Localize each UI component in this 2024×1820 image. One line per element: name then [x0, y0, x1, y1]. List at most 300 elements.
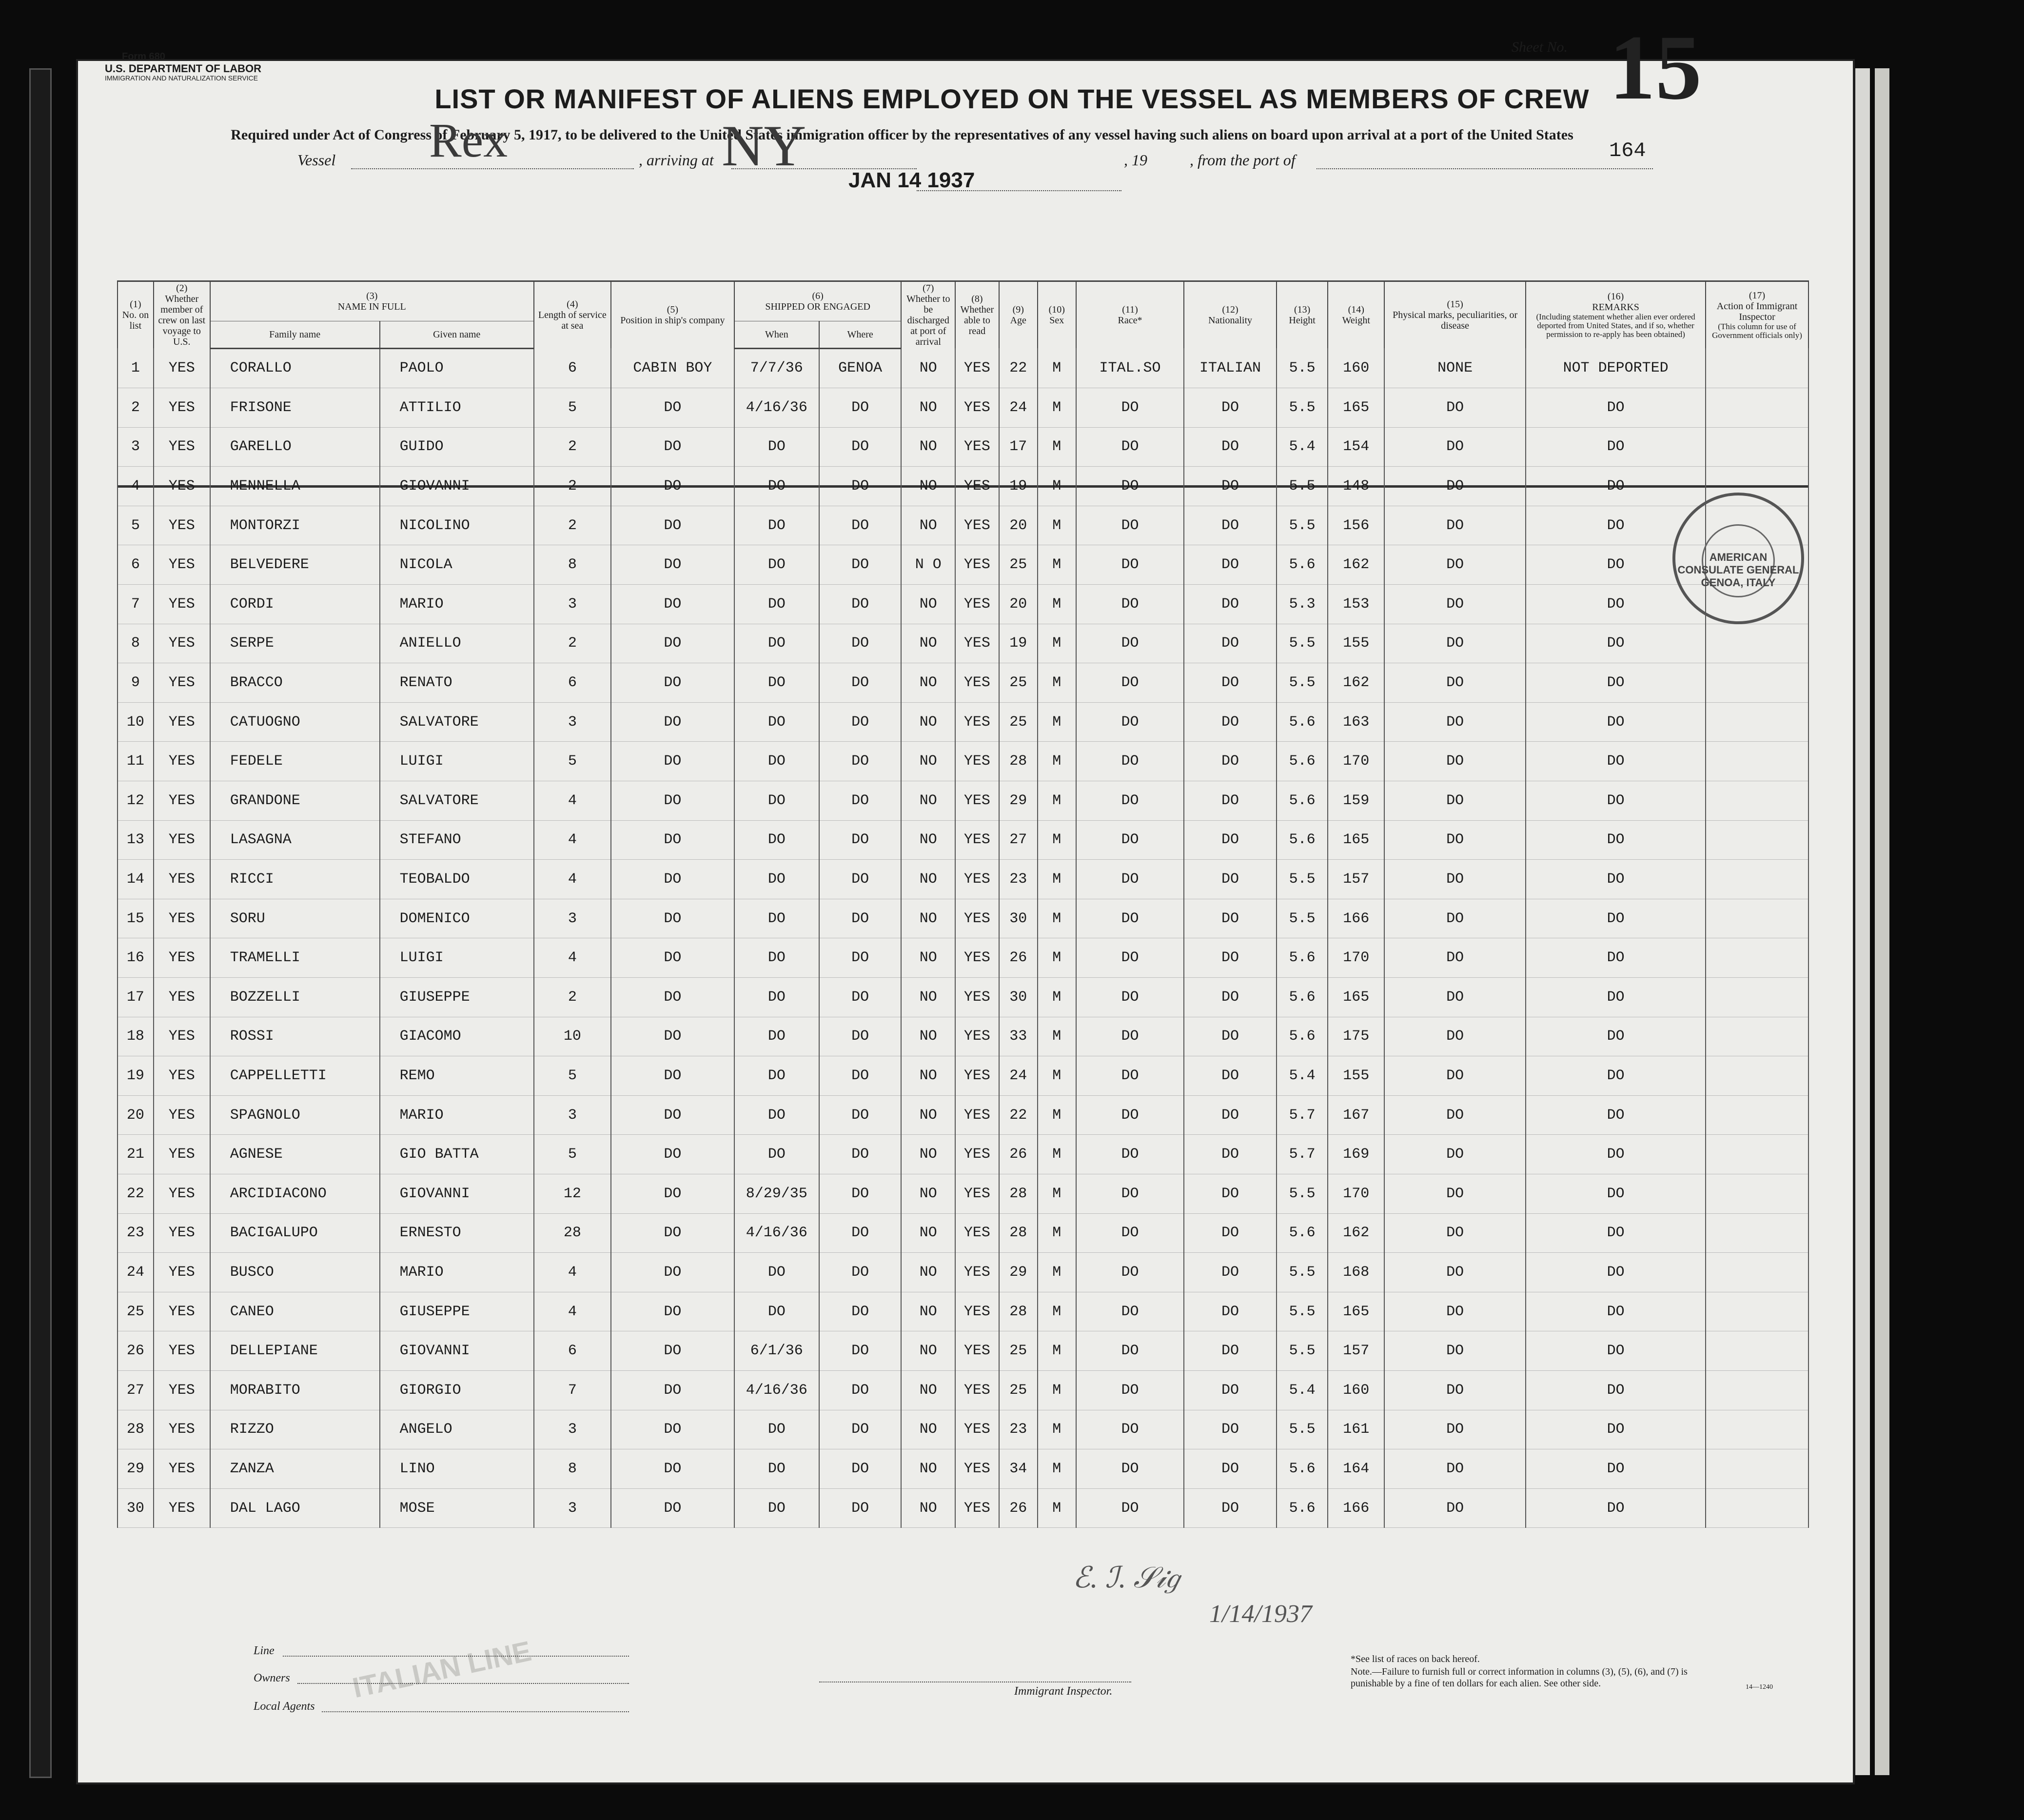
sex-cell: M — [1038, 978, 1076, 1017]
family-name-cell: SORU — [210, 899, 380, 938]
crew-last-voyage-cell: YES — [154, 781, 210, 821]
service-length-cell: 28 — [534, 1213, 611, 1253]
family-name-cell: LASAGNA — [210, 820, 380, 860]
col-header-family-name: Family name — [210, 321, 380, 348]
table-row — [118, 820, 1808, 860]
given-name-cell: GIORGIO — [380, 1370, 534, 1410]
service-length-cell: 4 — [534, 820, 611, 860]
service-length-cell: 3 — [534, 1410, 611, 1449]
position-cell: DO — [611, 899, 734, 938]
physical-marks-cell: DO — [1384, 388, 1526, 428]
given-name-cell: GIO BATTA — [380, 1135, 534, 1174]
table-row — [118, 1410, 1808, 1449]
service-length-cell: 6 — [534, 663, 611, 703]
discharged-cell: NO — [901, 624, 955, 663]
arriving-port: NY — [722, 113, 806, 178]
col-header-when: When — [734, 321, 819, 348]
shipped-where-cell: DO — [819, 1410, 902, 1449]
arrival-date: JAN 14 1937 — [848, 168, 975, 192]
row-number-cell: 25 — [118, 1292, 154, 1331]
table-row — [118, 467, 1808, 506]
stamped-number: 164 — [1609, 139, 1646, 162]
remarks-cell: DO — [1526, 1449, 1706, 1489]
physical-marks-cell: DO — [1384, 1410, 1526, 1449]
table-row — [118, 1135, 1808, 1174]
family-name-cell: MORABITO — [210, 1370, 380, 1410]
height-cell: 5.6 — [1277, 1449, 1328, 1489]
sex-cell: M — [1038, 1370, 1076, 1410]
sex-cell: M — [1038, 820, 1076, 860]
race-cell: DO — [1076, 938, 1184, 978]
shipped-when-cell: DO — [734, 427, 819, 467]
table-row — [118, 1056, 1808, 1096]
crew-last-voyage-cell: YES — [154, 702, 210, 742]
form-number: Form 680 — [122, 51, 165, 62]
shipped-when-cell: DO — [734, 742, 819, 781]
race-note: *See list of races on back hereof. — [1351, 1654, 1480, 1664]
discharged-cell: NO — [901, 938, 955, 978]
remarks-cell: DO — [1526, 1292, 1706, 1331]
sex-cell: M — [1038, 1331, 1076, 1371]
physical-marks-cell: DO — [1384, 663, 1526, 703]
physical-marks-cell: DO — [1384, 1017, 1526, 1056]
physical-marks-cell: DO — [1384, 1449, 1526, 1489]
physical-marks-cell: DO — [1384, 938, 1526, 978]
service-length-cell: 3 — [534, 585, 611, 624]
family-name-cell: FEDELE — [210, 742, 380, 781]
year-prefix: , 19 — [1124, 151, 1147, 169]
can-read-cell: YES — [955, 742, 999, 781]
table-row — [118, 742, 1808, 781]
discharged-cell: NO — [901, 781, 955, 821]
physical-marks-cell: DO — [1384, 585, 1526, 624]
physical-marks-cell: DO — [1384, 1135, 1526, 1174]
can-read-cell: YES — [955, 585, 999, 624]
page-edge-right-2 — [1875, 68, 1889, 1775]
age-cell: 22 — [999, 1095, 1038, 1135]
remarks-cell: DO — [1526, 702, 1706, 742]
height-cell: 5.6 — [1277, 1017, 1328, 1056]
race-cell: DO — [1076, 1370, 1184, 1410]
shipped-where-cell: DO — [819, 1056, 902, 1096]
col-header-8: (8) Whether able to read — [955, 281, 999, 349]
weight-cell: 153 — [1328, 585, 1384, 624]
service-length-cell: 3 — [534, 1488, 611, 1528]
from-port-label: , from the port of — [1190, 151, 1296, 169]
race-cell: DO — [1076, 1135, 1184, 1174]
line-stamp: ITALIAN LINE — [350, 1635, 534, 1704]
remarks-cell: DO — [1526, 467, 1706, 506]
can-read-cell: YES — [955, 1095, 999, 1135]
shipped-where-cell: DO — [819, 427, 902, 467]
family-name-cell: RICCI — [210, 860, 380, 899]
given-name-cell: ANIELLO — [380, 624, 534, 663]
remarks-cell: DO — [1526, 938, 1706, 978]
col-header-7: (7) Whether to be discharged at port of arrival — [901, 281, 955, 349]
position-cell: DO — [611, 585, 734, 624]
physical-marks-cell: DO — [1384, 545, 1526, 585]
discharged-cell: NO — [901, 1370, 955, 1410]
row-number-cell: 11 — [118, 742, 154, 781]
family-name-cell: BELVEDERE — [210, 545, 380, 585]
given-name-cell: SALVATORE — [380, 781, 534, 821]
shipped-where-cell: DO — [819, 545, 902, 585]
crew-last-voyage-cell: YES — [154, 1135, 210, 1174]
signature-date: 1/14/1937 — [1209, 1600, 1312, 1628]
weight-cell: 159 — [1328, 781, 1384, 821]
position-cell: DO — [611, 1370, 734, 1410]
table-row — [118, 1213, 1808, 1253]
race-cell: DO — [1076, 1292, 1184, 1331]
inspector-action-cell — [1706, 427, 1808, 467]
row-number-cell: 6 — [118, 545, 154, 585]
col-header-2: (2) Whether member of crew on last voyage to U.S. — [154, 281, 210, 349]
col-header-given-name: Given name — [380, 321, 534, 348]
service-length-cell: 2 — [534, 978, 611, 1017]
discharged-cell: NO — [901, 1213, 955, 1253]
discharged-cell: NO — [901, 585, 955, 624]
race-cell: DO — [1076, 1213, 1184, 1253]
height-cell: 5.5 — [1277, 1331, 1328, 1371]
inspector-action-cell — [1706, 1331, 1808, 1371]
given-name-cell: TEOBALDO — [380, 860, 534, 899]
table-row — [118, 1253, 1808, 1292]
form-code: 14—1240 — [1746, 1683, 1773, 1691]
age-cell: 26 — [999, 1488, 1038, 1528]
owners-label: Owners — [254, 1672, 290, 1684]
table-row — [118, 702, 1808, 742]
row-number-cell: 16 — [118, 938, 154, 978]
row-number-cell: 20 — [118, 1095, 154, 1135]
discharged-cell: NO — [901, 663, 955, 703]
physical-marks-cell: DO — [1384, 702, 1526, 742]
family-name-cell: SPAGNOLO — [210, 1095, 380, 1135]
age-cell: 23 — [999, 860, 1038, 899]
remarks-cell: DO — [1526, 1488, 1706, 1528]
position-cell: DO — [611, 663, 734, 703]
table-row — [118, 1488, 1808, 1528]
age-cell: 23 — [999, 1410, 1038, 1449]
race-cell: DO — [1076, 1095, 1184, 1135]
service-length-cell: 2 — [534, 467, 611, 506]
given-name-cell: LUIGI — [380, 938, 534, 978]
nationality-cell: DO — [1184, 938, 1277, 978]
weight-cell: 170 — [1328, 938, 1384, 978]
date-line — [917, 190, 1121, 191]
inspector-action-cell — [1706, 348, 1808, 388]
col-header-10: (10) Sex — [1038, 281, 1076, 349]
table-row — [118, 624, 1808, 663]
race-cell: DO — [1076, 506, 1184, 545]
inspector-action-cell — [1706, 1095, 1808, 1135]
position-cell: DO — [611, 860, 734, 899]
position-cell: DO — [611, 1331, 734, 1371]
race-cell: DO — [1076, 1253, 1184, 1292]
family-name-cell: CORDI — [210, 585, 380, 624]
given-name-cell: MARIO — [380, 1253, 534, 1292]
given-name-cell: REMO — [380, 1056, 534, 1096]
crew-last-voyage-cell: YES — [154, 1174, 210, 1213]
can-read-cell: YES — [955, 427, 999, 467]
height-cell: 5.7 — [1277, 1095, 1328, 1135]
line-field — [283, 1656, 629, 1657]
family-name-cell: BOZZELLI — [210, 978, 380, 1017]
given-name-cell: MARIO — [380, 1095, 534, 1135]
row-number-cell: 8 — [118, 624, 154, 663]
age-cell: 25 — [999, 1331, 1038, 1371]
position-cell: DO — [611, 781, 734, 821]
crew-last-voyage-cell: YES — [154, 1370, 210, 1410]
table-row — [118, 1370, 1808, 1410]
table-row — [118, 978, 1808, 1017]
vessel-name: Rex — [429, 113, 508, 167]
family-name-cell: GARELLO — [210, 427, 380, 467]
service-length-cell: 7 — [534, 1370, 611, 1410]
race-cell: DO — [1076, 427, 1184, 467]
weight-cell: 155 — [1328, 624, 1384, 663]
family-name-cell: FRISONE — [210, 388, 380, 428]
race-cell: DO — [1076, 545, 1184, 585]
age-cell: 22 — [999, 348, 1038, 388]
can-read-cell: YES — [955, 1331, 999, 1371]
nationality-cell: DO — [1184, 860, 1277, 899]
family-name-cell: CANEO — [210, 1292, 380, 1331]
sex-cell: M — [1038, 702, 1076, 742]
page-edge-right — [1855, 68, 1870, 1775]
can-read-cell: YES — [955, 1410, 999, 1449]
sex-cell: M — [1038, 1449, 1076, 1489]
can-read-cell: YES — [955, 1449, 999, 1489]
document-title: LIST OR MANIFEST OF ALIENS EMPLOYED ON THE VESSEL AS MEMBERS OF CREW — [434, 83, 1590, 114]
family-name-cell: CORALLO — [210, 348, 380, 388]
family-name-cell: BUSCO — [210, 1253, 380, 1292]
race-cell: DO — [1076, 585, 1184, 624]
position-cell: DO — [611, 467, 734, 506]
nationality-cell: DO — [1184, 1488, 1277, 1528]
service-length-cell: 6 — [534, 348, 611, 388]
given-name-cell: MOSE — [380, 1488, 534, 1528]
remarks-cell: DO — [1526, 545, 1706, 585]
age-cell: 34 — [999, 1449, 1038, 1489]
discharged-cell: NO — [901, 860, 955, 899]
nationality-cell: DO — [1184, 545, 1277, 585]
shipped-where-cell: DO — [819, 1174, 902, 1213]
given-name-cell: NICOLA — [380, 545, 534, 585]
nationality-cell: ITALIAN — [1184, 348, 1277, 388]
weight-cell: 165 — [1328, 388, 1384, 428]
shipped-when-cell: DO — [734, 781, 819, 821]
inspector-action-cell — [1706, 1174, 1808, 1213]
physical-marks-cell: DO — [1384, 742, 1526, 781]
sex-cell: M — [1038, 467, 1076, 506]
shipped-when-cell: DO — [734, 938, 819, 978]
row-number-cell: 15 — [118, 899, 154, 938]
race-cell: ITAL.SO — [1076, 348, 1184, 388]
physical-marks-cell: DO — [1384, 1331, 1526, 1371]
weight-cell: 166 — [1328, 899, 1384, 938]
can-read-cell: YES — [955, 663, 999, 703]
discharged-cell: NO — [901, 1017, 955, 1056]
age-cell: 25 — [999, 545, 1038, 585]
can-read-cell: YES — [955, 467, 999, 506]
shipped-where-cell: DO — [819, 1135, 902, 1174]
age-cell: 25 — [999, 702, 1038, 742]
row-number-cell: 2 — [118, 388, 154, 428]
weight-cell: 157 — [1328, 1331, 1384, 1371]
position-cell: DO — [611, 1174, 734, 1213]
height-cell: 5.5 — [1277, 1410, 1328, 1449]
can-read-cell: YES — [955, 1174, 999, 1213]
shipped-where-cell: DO — [819, 1292, 902, 1331]
shipped-when-cell: 8/29/35 — [734, 1174, 819, 1213]
shipped-when-cell: DO — [734, 585, 819, 624]
crew-last-voyage-cell: YES — [154, 663, 210, 703]
nationality-cell: DO — [1184, 1135, 1277, 1174]
inspector-action-cell — [1706, 742, 1808, 781]
height-cell: 5.5 — [1277, 1174, 1328, 1213]
race-cell: DO — [1076, 860, 1184, 899]
family-name-cell: CAPPELLETTI — [210, 1056, 380, 1096]
manifest-rows — [118, 348, 1808, 1528]
nationality-cell: DO — [1184, 1056, 1277, 1096]
can-read-cell: YES — [955, 899, 999, 938]
vessel-label: Vessel — [297, 151, 336, 169]
height-cell: 5.6 — [1277, 702, 1328, 742]
service-length-cell: 10 — [534, 1017, 611, 1056]
row-number-cell: 12 — [118, 781, 154, 821]
row-number-cell: 22 — [118, 1174, 154, 1213]
height-cell: 5.6 — [1277, 781, 1328, 821]
discharged-cell: NO — [901, 1449, 955, 1489]
col-header-where: Where — [819, 321, 902, 348]
crew-last-voyage-cell: YES — [154, 1213, 210, 1253]
inspector-action-cell — [1706, 702, 1808, 742]
given-name-cell: PAOLO — [380, 348, 534, 388]
age-cell: 19 — [999, 624, 1038, 663]
family-name-cell: RIZZO — [210, 1410, 380, 1449]
height-cell: 5.5 — [1277, 860, 1328, 899]
race-cell: DO — [1076, 781, 1184, 821]
nationality-cell: DO — [1184, 624, 1277, 663]
local-agents-label: Local Agents — [254, 1700, 315, 1713]
age-cell: 27 — [999, 820, 1038, 860]
shipped-where-cell: DO — [819, 820, 902, 860]
shipped-where-cell: DO — [819, 663, 902, 703]
family-name-cell: DAL LAGO — [210, 1488, 380, 1528]
remarks-cell: DO — [1526, 1017, 1706, 1056]
shipped-where-cell: DO — [819, 388, 902, 428]
height-cell: 5.5 — [1277, 467, 1328, 506]
sex-cell: M — [1038, 663, 1076, 703]
discharged-cell: NO — [901, 388, 955, 428]
crew-last-voyage-cell: YES — [154, 860, 210, 899]
table-row — [118, 899, 1808, 938]
inspector-action-cell — [1706, 1449, 1808, 1489]
height-cell: 5.6 — [1277, 820, 1328, 860]
crew-last-voyage-cell: YES — [154, 1449, 210, 1489]
service-length-cell: 3 — [534, 702, 611, 742]
given-name-cell: ERNESTO — [380, 1213, 534, 1253]
shipped-where-cell: DO — [819, 1017, 902, 1056]
discharged-cell: NO — [901, 427, 955, 467]
shipped-when-cell: 7/7/36 — [734, 348, 819, 388]
discharged-cell: NO — [901, 467, 955, 506]
crew-last-voyage-cell: YES — [154, 427, 210, 467]
nationality-cell: DO — [1184, 506, 1277, 545]
nationality-cell: DO — [1184, 702, 1277, 742]
nationality-cell: DO — [1184, 1174, 1277, 1213]
position-cell: DO — [611, 1017, 734, 1056]
discharged-cell: NO — [901, 1331, 955, 1371]
height-cell: 5.7 — [1277, 1135, 1328, 1174]
remarks-cell: DO — [1526, 1410, 1706, 1449]
age-cell: 30 — [999, 899, 1038, 938]
col-header-1: (1) No. on list — [118, 281, 154, 349]
row-number-cell: 23 — [118, 1213, 154, 1253]
height-cell: 5.6 — [1277, 1488, 1328, 1528]
sheet-number-label: Sheet No. — [1512, 39, 1568, 55]
remarks-cell: DO — [1526, 860, 1706, 899]
discharged-cell: NO — [901, 820, 955, 860]
can-read-cell: YES — [955, 1135, 999, 1174]
sex-cell: M — [1038, 742, 1076, 781]
nationality-cell: DO — [1184, 427, 1277, 467]
height-cell: 5.5 — [1277, 663, 1328, 703]
nationality-cell: DO — [1184, 467, 1277, 506]
inspector-action-cell — [1706, 1253, 1808, 1292]
column-header-row — [118, 281, 1808, 321]
position-cell: CABIN BOY — [611, 348, 734, 388]
remarks-cell: DO — [1526, 1056, 1706, 1096]
vessel-line — [351, 168, 634, 169]
row-number-cell: 10 — [118, 702, 154, 742]
remarks-cell: DO — [1526, 1253, 1706, 1292]
service-length-cell: 4 — [534, 781, 611, 821]
sex-cell: M — [1038, 781, 1076, 821]
height-cell: 5.4 — [1277, 427, 1328, 467]
can-read-cell: YES — [955, 938, 999, 978]
row-number-cell: 4 — [118, 467, 154, 506]
weight-cell: 175 — [1328, 1017, 1384, 1056]
shipped-when-cell: DO — [734, 702, 819, 742]
discharged-cell: NO — [901, 1253, 955, 1292]
can-read-cell: YES — [955, 348, 999, 388]
inspector-action-cell — [1706, 781, 1808, 821]
shipped-where-cell: DO — [819, 938, 902, 978]
discharged-cell: NO — [901, 1488, 955, 1528]
height-cell: 5.5 — [1277, 1292, 1328, 1331]
given-name-cell: STEFANO — [380, 820, 534, 860]
position-cell: DO — [611, 1095, 734, 1135]
can-read-cell: YES — [955, 702, 999, 742]
remarks-cell: DO — [1526, 899, 1706, 938]
sex-cell: M — [1038, 348, 1076, 388]
crew-last-voyage-cell: YES — [154, 388, 210, 428]
penalty-note: Note.—Failure to furnish full or correct information in columns (3), (5), (6), and (7) is punishable by a fine of ten dollars for each alien. See other side. — [1351, 1666, 1688, 1689]
nationality-cell: DO — [1184, 978, 1277, 1017]
position-cell: DO — [611, 1292, 734, 1331]
race-cell: DO — [1076, 820, 1184, 860]
sex-cell: M — [1038, 1410, 1076, 1449]
crew-last-voyage-cell: YES — [154, 506, 210, 545]
physical-marks-cell: DO — [1384, 427, 1526, 467]
crew-last-voyage-cell: YES — [154, 1095, 210, 1135]
inspector-action-cell — [1706, 1410, 1808, 1449]
crew-last-voyage-cell: YES — [154, 1253, 210, 1292]
crew-last-voyage-cell: YES — [154, 585, 210, 624]
weight-cell: 168 — [1328, 1253, 1384, 1292]
physical-marks-cell: DO — [1384, 860, 1526, 899]
